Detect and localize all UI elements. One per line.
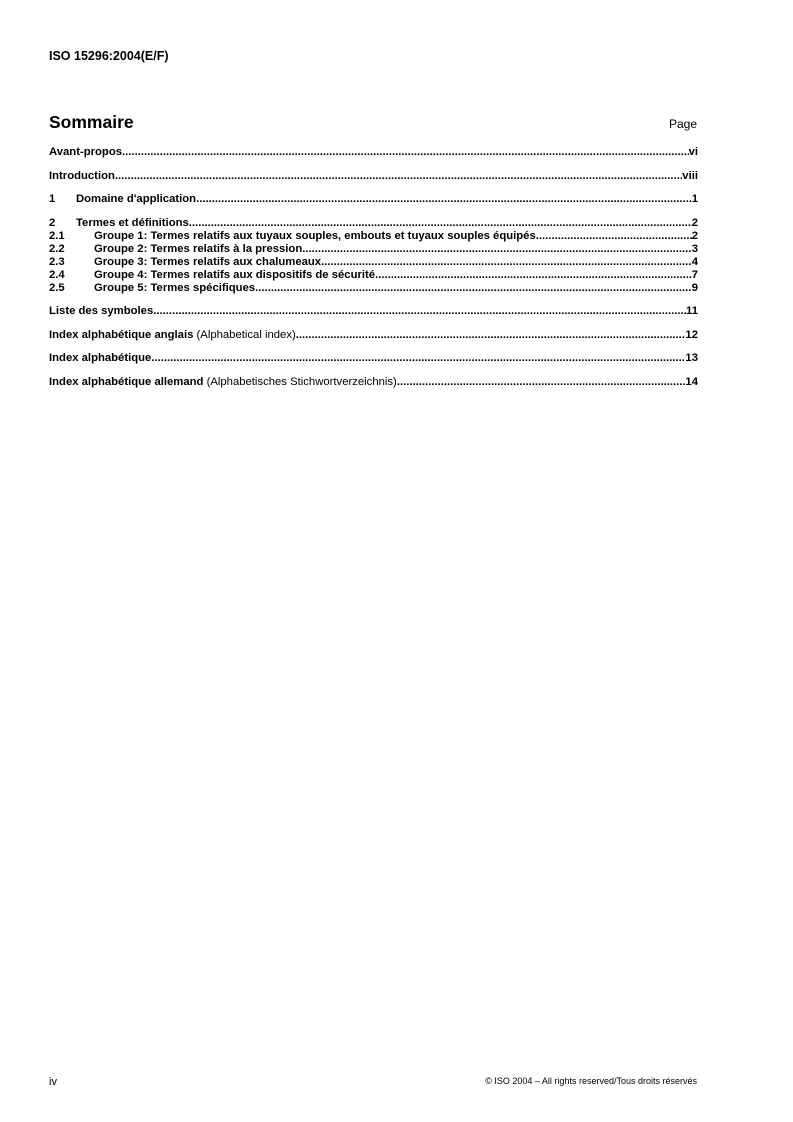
toc-dot-leader [122,146,689,159]
toc-entry-label [94,269,375,282]
toc-entry-subtitle: (Alphabetisches Stichwortverzeichnis) [206,375,397,388]
toc-entry[interactable] [49,329,698,342]
toc-entry-label [49,352,151,365]
toc-dot-leader [153,305,686,318]
toc-entry-label [49,329,296,342]
toc-entry-number: 2.2 [49,242,65,255]
toc-entry-label [76,217,189,230]
toc-entry-title: Groupe 5: Termes spécifiques [94,281,256,294]
toc-entry-title: Liste des symboles [49,305,154,317]
toc-entry-page: 7 [691,268,698,281]
toc-entry[interactable] [49,305,698,318]
toc-entry-page: 14 [685,375,698,388]
toc-dot-leader [255,282,692,295]
toc-entry-label [49,305,153,318]
toc-entry-page: 2 [691,229,698,242]
toc-entry-title: Index alphabétique anglais [49,328,194,341]
toc-entry-label [76,193,196,206]
toc-entry[interactable] [49,376,698,389]
toc-entry[interactable] [49,282,698,295]
toc-entry-title: Index alphabétique [49,352,152,364]
toc-entry-title: Avant-propos [49,146,123,158]
toc-entry-page: 12 [685,328,698,341]
toc-dot-leader [536,230,692,243]
toc-entry-number: 2 [49,216,56,229]
toc-entry-number: 2.3 [49,255,65,268]
toc-entry-page: 1 [691,193,698,205]
toc-entry-label [49,146,122,159]
toc-dot-leader [321,256,692,269]
toc-entry-label [94,243,302,256]
toc-dot-leader [375,269,692,282]
toc-entry-title: Groupe 3: Termes relatifs aux chalumeaux [94,255,322,268]
toc-entry-label [94,282,255,295]
toc-entry[interactable] [49,230,698,243]
toc-entry-page: 9 [691,281,698,294]
toc-entry[interactable] [49,256,698,269]
toc-entry[interactable] [49,352,698,365]
toc-entry[interactable] [49,170,698,183]
table-of-contents [49,146,698,389]
toc-entry-title: Groupe 2: Termes relatifs à la pression [94,242,303,255]
toc-entry-title: Groupe 4: Termes relatifs aux dispositifs de sécurité [94,268,376,281]
toc-dot-leader [189,217,692,230]
toc-entry-title: Groupe 1: Termes relatifs aux tuyaux souples, embouts et tuyaux souples équipés [94,229,536,242]
toc-entry-number: 2.1 [49,229,65,242]
toc-entry-page: 4 [691,255,698,268]
toc-entry-number: 2.5 [49,281,65,294]
footer-page-number: iv [49,1076,57,1088]
toc-entry[interactable] [49,217,698,230]
toc-entry-page: 11 [686,305,698,317]
toc-entry[interactable] [49,146,698,159]
toc-entry-label [49,376,397,389]
toc-entry-number: 2.4 [49,268,65,281]
toc-entry-page: vi [688,146,698,158]
toc-dot-leader [115,170,682,183]
toc-entry-label [94,256,321,269]
toc-entry[interactable] [49,269,698,282]
footer-copyright: © ISO 2004 – All rights reserved/Tous droits réservés [485,1076,697,1086]
toc-entry-title: Index alphabétique allemand [49,375,204,388]
toc-entry-subtitle: (Alphabetical index) [196,328,296,341]
toc-entry-label [94,230,536,243]
toc-entry[interactable] [49,243,698,256]
toc-entry-number: 1 [49,193,56,205]
toc-entry-page: 3 [691,242,698,255]
toc-entry[interactable] [49,193,698,206]
toc-dot-leader [151,352,685,365]
toc-dot-leader [302,243,691,256]
toc-entry-title: Domaine d'application [76,193,197,205]
toc-entry-page: 2 [691,216,698,229]
toc-dot-leader [397,376,686,389]
toc-entry-page: 13 [685,352,698,364]
toc-dot-leader [296,329,686,342]
document-id: ISO 15296:2004(E/F) [49,49,169,63]
toc-title: Sommaire [49,112,134,132]
page-column-label: Page [668,117,697,131]
toc-entry-label [49,170,115,183]
toc-entry-title: Introduction [49,169,115,182]
toc-dot-leader [196,193,692,206]
toc-entry-page: viii [682,169,698,182]
toc-entry-title: Termes et définitions [76,216,189,229]
